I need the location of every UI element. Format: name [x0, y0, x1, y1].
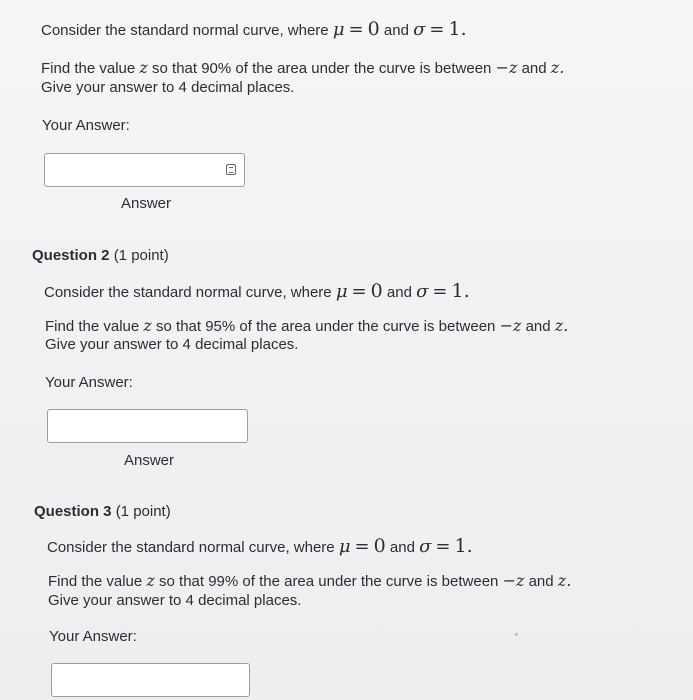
- find-middle: so that 90% of the area under the curve is between: [152, 60, 492, 77]
- q1-instruction: Give your answer to 4 decimal places.: [41, 79, 295, 96]
- q3-answer-field[interactable]: [52, 664, 249, 696]
- q3-points: (1 point): [115, 503, 171, 520]
- q3-answer-input[interactable]: [51, 663, 250, 697]
- z-symbol: z.: [554, 316, 569, 335]
- q2-instruction: Give your answer to 4 decimal places.: [45, 336, 299, 353]
- q1-intro: [41, 18, 467, 40]
- q1-answer-caption: Answer: [120, 195, 172, 212]
- sigma-symbol: σ: [419, 536, 432, 557]
- q1-your-answer-label: Your Answer:: [42, 117, 130, 134]
- find-prefix: Find the value: [48, 573, 143, 590]
- q3-intro: [47, 535, 473, 557]
- q3-find-line: [48, 571, 571, 590]
- and-text: and: [528, 573, 554, 590]
- and-text: and: [383, 22, 409, 39]
- q2-answer-caption: Answer: [123, 452, 175, 469]
- q2-title-text: Question 2: [32, 247, 110, 264]
- mu-value: 0: [373, 535, 386, 557]
- and-text: and: [386, 284, 412, 301]
- q2-answer-field[interactable]: [48, 410, 247, 442]
- q2-points: (1 point): [113, 247, 169, 264]
- find-middle: so that 95% of the area under the curve is between: [156, 318, 496, 335]
- equals-sign: =: [354, 536, 370, 557]
- q2-find-line: [45, 316, 568, 335]
- q2-intro-text: Consider the standard normal curve, where: [44, 284, 332, 301]
- mu-symbol: μ: [338, 536, 351, 557]
- neg-z-symbol: −z: [502, 571, 525, 590]
- z-symbol: z: [146, 571, 155, 590]
- neg-z-symbol: −z: [495, 58, 518, 77]
- q3-title-text: Question 3: [34, 503, 112, 520]
- z-symbol: z.: [557, 571, 572, 590]
- q1-answer-input[interactable]: [44, 153, 245, 187]
- q3-title: [34, 503, 171, 520]
- q2-title: [32, 247, 169, 264]
- q2-intro: [44, 280, 470, 302]
- find-prefix: Find the value: [45, 318, 140, 335]
- q1-find-line: [41, 58, 564, 77]
- equals-sign: =: [435, 536, 451, 557]
- equals-sign: =: [348, 19, 364, 40]
- sigma-symbol: σ: [416, 281, 429, 302]
- sigma-value: 1.: [448, 18, 467, 40]
- sigma-symbol: σ: [413, 19, 426, 40]
- sigma-value: 1.: [454, 535, 473, 557]
- find-middle: so that 99% of the area under the curve is between: [159, 573, 499, 590]
- equals-sign: =: [429, 19, 445, 40]
- mu-symbol: μ: [335, 281, 348, 302]
- q1-answer-field[interactable]: [45, 154, 244, 186]
- q3-instruction: Give your answer to 4 decimal places.: [48, 592, 302, 609]
- z-symbol: z.: [550, 58, 565, 77]
- math-keyboard-icon[interactable]: [226, 164, 236, 175]
- mu-value: 0: [370, 280, 383, 302]
- z-symbol: z: [143, 316, 152, 335]
- equals-sign: =: [432, 281, 448, 302]
- mu-value: 0: [367, 18, 380, 40]
- q1-intro-text: Consider the standard normal curve, where: [41, 22, 329, 39]
- q2-your-answer-label: Your Answer:: [45, 374, 133, 391]
- q3-your-answer-label: Your Answer:: [49, 628, 137, 645]
- z-symbol: z: [139, 58, 148, 77]
- q2-answer-input[interactable]: [47, 409, 248, 443]
- screen-speck: [515, 633, 518, 636]
- find-prefix: Find the value: [41, 60, 136, 77]
- sigma-value: 1.: [451, 280, 470, 302]
- and-text: and: [389, 539, 415, 556]
- mu-symbol: μ: [332, 19, 345, 40]
- and-text: and: [525, 318, 551, 335]
- and-text: and: [521, 60, 547, 77]
- q3-intro-text: Consider the standard normal curve, where: [47, 539, 335, 556]
- neg-z-symbol: −z: [499, 316, 522, 335]
- equals-sign: =: [351, 281, 367, 302]
